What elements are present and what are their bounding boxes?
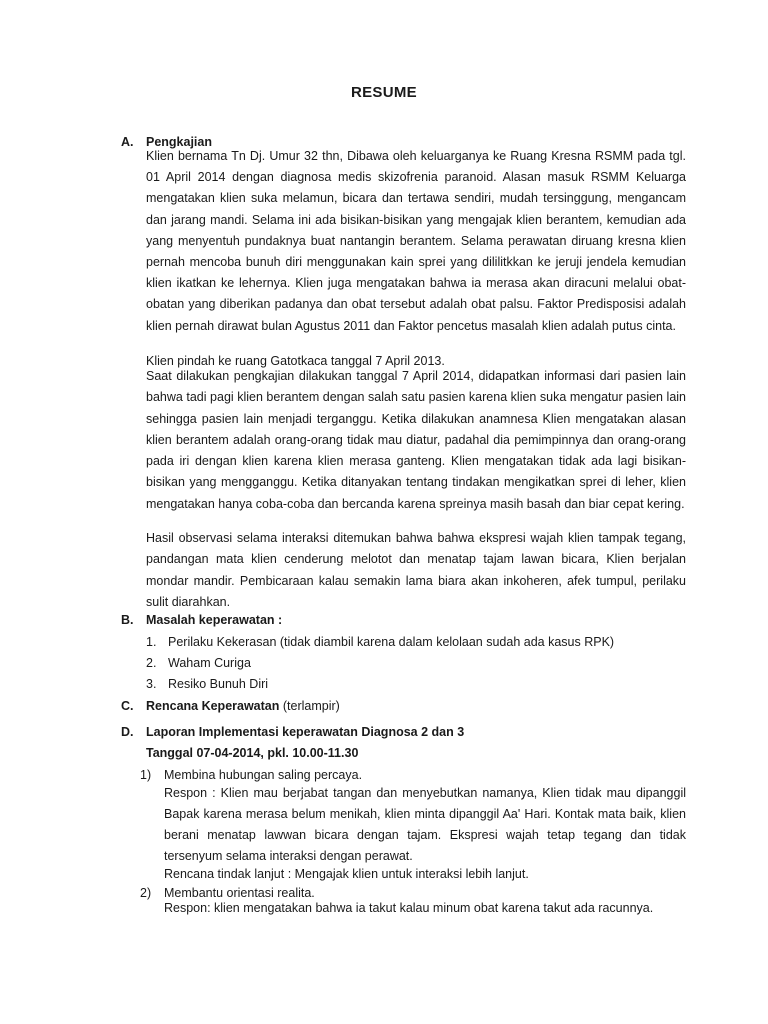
- section-letter: C.: [121, 699, 134, 713]
- implementation-response: Respon : Klien mau berjabat tangan dan menyebutkan namanya, Klien tidak mau dipanggil Bapak karena merasa belum menikah, klien minta dipanggil Aa' Hari. Kontak mata baik, klien berani menatap lawwan bicara dengan tajam. Ekspresi wajah tetap tegang dan tidak tersenyum selama interaksi dengan perawat.: [164, 786, 686, 863]
- list-number: 3.: [146, 677, 157, 691]
- implementation-response: Respon: klien mengatakan bahwa ia takut kalau minum obat karena takut ada racunnya.: [164, 901, 654, 915]
- list-item: [146, 677, 268, 691]
- section-a-paragraph-4: Hasil observasi selama interaksi ditemukan bahwa bahwa ekspresi wajah klien tampak tegang, pandangan mata klien cenderung melotot dan menatap tajam lawan bicara, Klien berjalan mondar mandir. Pembicaraan kalau semakin lama biara akan inkoheren, afek tumpul, perilaku sulit diarahkan.: [146, 531, 686, 609]
- list-number: 2.: [146, 656, 157, 670]
- section-title: Laporan Implementasi keperawatan Diagnosa 2 dan 3: [146, 725, 465, 739]
- list-item: [146, 656, 251, 670]
- section-title: Pengkajian: [146, 135, 212, 149]
- implementation-plan: Rencana tindak lanjut : Mengajak klien untuk interaksi lebih lanjut.: [164, 867, 529, 881]
- implementation-date: Tanggal 07-04-2014, pkl. 10.00-11.30: [146, 746, 359, 760]
- section-a-paragraph-1: Klien bernama Tn Dj. Umur 32 thn, Dibawa oleh keluarganya ke Ruang Kresna RSMM pada tgl. 01 April 2014 dengan diagnosa medis skizofrenia paranoid. Alasan masuk RSMM Keluarga mengatakan klien suka melamun, bicara dan tertawa sendiri, mudah tersinggung, mengancam dan jarang mandi. Selama ini ada bisikan-bisikan yang mengajak klien berantem, kemudian ada yang menyentuh pundaknya buat nantangin berantem. Selama perawatan diruang kresna klien pernah mencoba bunuh diri menggunakan kain sprei yang dililitkkan ke jeruji jendela kemudian klien ikatkan ke lehernya. Klien juga mengatakan bahwa ia merasa akan diracuni melalui obat-obatan yang diberikan padanya dan obat tersebut adalah obat palsu. Faktor Predisposisi adalah klien pernah dirawat bulan Agustus 2011 dan Faktor pencetus masalah klien adalah putus cinta.: [146, 149, 686, 333]
- implementation-number: 2): [140, 886, 152, 900]
- implementation-action: Membina hubungan saling percaya.: [164, 768, 363, 782]
- section-d-heading: [121, 725, 464, 739]
- section-c-heading: [121, 699, 340, 713]
- implementation-number: 1): [140, 768, 152, 782]
- list-number: 1.: [146, 635, 157, 649]
- list-text: Waham Curiga: [168, 656, 251, 670]
- section-title: Masalah keperawatan :: [146, 613, 283, 627]
- implementation-item: [164, 768, 686, 882]
- section-b-heading: [121, 613, 282, 627]
- implementation-action: Membantu orientasi realita.: [164, 886, 315, 900]
- section-letter: D.: [121, 725, 134, 739]
- section-note: (terlampir): [279, 699, 340, 713]
- list-text: Resiko Bunuh Diri: [168, 677, 269, 691]
- implementation-item: [164, 886, 686, 916]
- list-item: [146, 635, 614, 649]
- page-title: RESUME: [351, 84, 417, 101]
- section-a-paragraph-2: Klien pindah ke ruang Gatotkaca tanggal 7 April 2013.: [146, 354, 445, 368]
- section-a-paragraph-3: Saat dilakukan pengkajian dilakukan tanggal 7 April 2014, didapatkan informasi dari pasien lain bahwa tadi pagi klien berantem dengan salah satu pasien karena klien suka mengatur pasien lain sehingga pasien lain menjadi terganggu. Ketika dilakukan anamnesa Klien mengatakan alasan klien berantem adalah orang-orang tidak mau diatur, padahal dia pemimpinnya dan orang-orang pada iri dengan klien karena klien merasa ganteng. Klien mengatakan tidak ada lagi bisikan-bisikan yang mengganggu. Ketika ditanyakan tentang tindakan mengikatkan sprei di leher, klien mengatakan hanya coba-coba dan bercanda karena spreinya masih basah dan biar cepat kering.: [146, 369, 686, 511]
- section-letter: B.: [121, 613, 134, 627]
- section-title: Rencana Keperawatan: [146, 699, 280, 713]
- list-text: Perilaku Kekerasan (tidak diambil karena dalam kelolaan sudah ada kasus RPK): [168, 635, 615, 649]
- section-letter: A.: [121, 135, 134, 149]
